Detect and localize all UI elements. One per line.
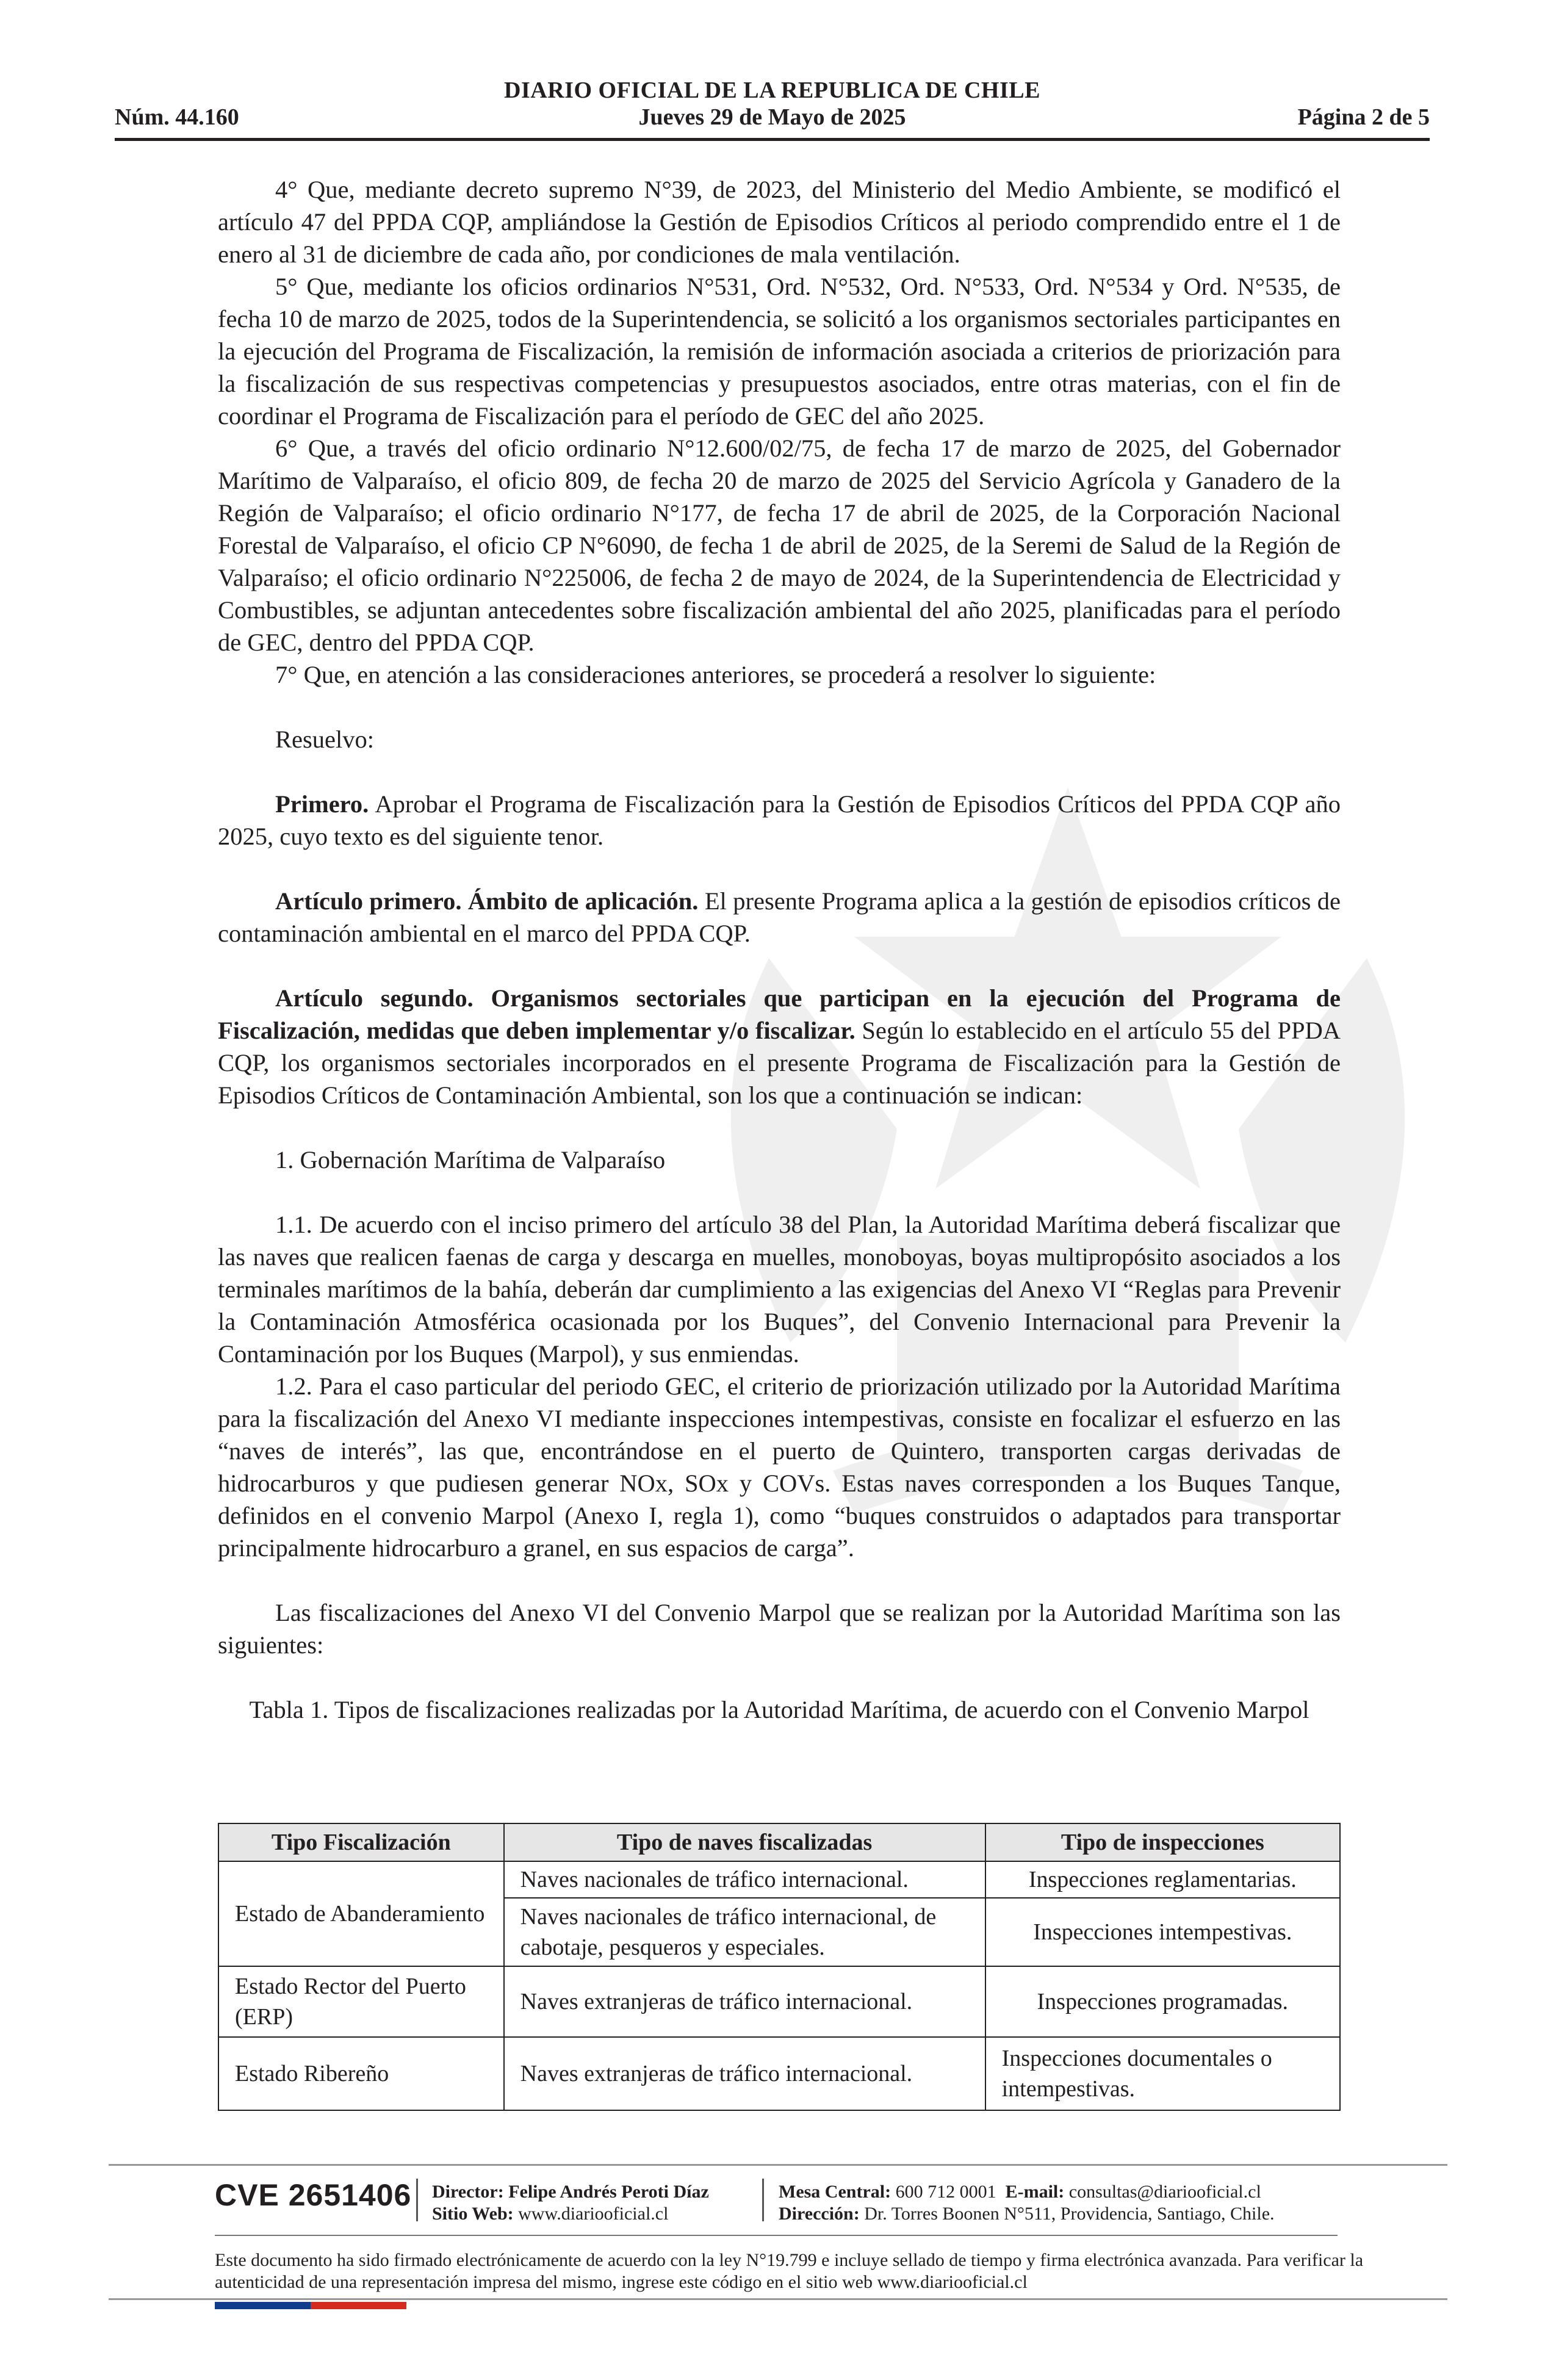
fiscalizaciones-table <box>218 1823 1341 2111</box>
table-header-row <box>218 1823 1340 1861</box>
footer-separator <box>762 2179 764 2221</box>
cve-code: CVE 2651406 <box>215 2178 412 2212</box>
flag-stripe-blue <box>215 2302 311 2309</box>
mesa-label: Mesa Central: <box>779 2182 891 2202</box>
flag-stripe-red <box>311 2302 406 2309</box>
table-row <box>218 1861 1340 1898</box>
paragraph-5: 5° Que, mediante los oficios ordinarios N°531, Ord. N°532, Ord. N°533, Ord. N°534 y Ord. N°535, de fecha 10 de marzo de 2025, todos de la Superintendencia, se solicitó a los organismos sectoriales participantes en la ejecución del Programa de Fiscalización, la remisión de información asociada a criterios de priorización para la fiscalización de sus respectivas competencias y presupuestos asociados, entre otras materias, con el fin de coordinar el Programa de Fiscalización para el período de GEC del año 2025. <box>218 273 1341 430</box>
column-header: Tipo de inspecciones <box>985 1823 1340 1861</box>
articulo-primero-text: El presente Programa aplica a la gestión de episodios críticos de contaminación ambiental en el marco del PPDA CQP. <box>218 887 1341 947</box>
page-header <box>115 74 1430 148</box>
footer-contact-block <box>779 2181 1275 2225</box>
table-cell: Estado Rector del Puerto (ERP) <box>218 1966 504 2037</box>
footer-divider-bottom <box>109 2298 1447 2300</box>
issue-date: Jueves 29 de Mayo de 2025 <box>638 104 906 130</box>
website-line <box>432 2203 709 2225</box>
articulo-primero-label: Artículo primero. Ámbito de aplicación. <box>275 887 699 915</box>
primero-text: Aprobar el Programa de Fiscalización para la Gestión de Episodios Críticos del PPDA CQP año 2025, cuyo texto es del siguiente tenor. <box>218 790 1341 850</box>
issue-number: Núm. 44.160 <box>115 104 239 130</box>
direccion-label: Dirección: <box>779 2204 860 2224</box>
email-link[interactable]: consultas@diariooficial.cl <box>1068 2182 1261 2202</box>
legal-notice: Este documento ha sido firmado electrónicamente de acuerdo con la ley N°19.799 e incluye sellado de tiempo y firma electrónica avanzada. Para verificar la autenticidad de una representación impresa del mismo, ingrese este código en el sitio web www.diariooficial.cl <box>215 2250 1364 2292</box>
articulo-segundo-label: Artículo segundo. Organismos sectoriales que participan en la ejecución del Programa de Fiscalización, medidas que deben implementar y/o fiscalizar. <box>218 984 1341 1044</box>
contact-line <box>779 2181 1275 2203</box>
paragraph-4: 4° Que, mediante decreto supremo N°39, de 2023, del Ministerio del Medio Ambiente, se modificó el artículo 47 del PPDA CQP, ampliándose la Gestión de Episodios Críticos al periodo comprendido entre el 1 de enero al 31 de diciembre de cada año, por condiciones de mala ventilación. <box>218 176 1341 268</box>
table-cell: Naves extranjeras de tráfico internacional. <box>504 2037 985 2110</box>
table-row <box>218 2037 1340 2110</box>
paragraph-primero <box>218 788 1341 853</box>
website-link[interactable]: www.diariooficial.cl <box>518 2204 669 2224</box>
paragraph-articulo-segundo <box>218 982 1341 1111</box>
director-name: Felipe Andrés Peroti Díaz <box>508 2182 709 2202</box>
paragraph-6: 6° Que, a través del oficio ordinario N°12.600/02/75, de fecha 17 de marzo de 2025, del Gobernador Marítimo de Valparaíso, el oficio 809, de fecha 20 de marzo de 2025 del Servicio Agrícola y Ganadero de la Región de Valparaíso; el oficio ordinario N°177, de fecha 17 de abril de 2025, de la Corporación Nacional Forestal de Valparaíso, el oficio CP N°6090, de fecha 1 de abril de 2025, de la Seremi de Salud de la Región de Valparaíso; el oficio ordinario N°225006, de fecha 2 de mayo de 2024, de la Superintendencia de Electricidad y Combustibles, se adjuntan antecedentes sobre fiscalización ambiental del año 2025, planificadas para el período de GEC, dentro del PPDA CQP. <box>218 435 1341 656</box>
primero-label: Primero. <box>275 790 369 818</box>
paragraph-articulo-primero <box>218 885 1341 950</box>
document-body <box>218 173 1341 1726</box>
footer-director-block <box>432 2181 709 2225</box>
header-divider <box>115 138 1430 141</box>
table-cell: Naves nacionales de tráfico internacional. <box>504 1861 985 1898</box>
column-header: Tipo de naves fiscalizadas <box>504 1823 985 1861</box>
footer-divider-top <box>109 2164 1447 2166</box>
item-1-heading: 1. Gobernación Marítima de Valparaíso <box>275 1146 666 1174</box>
table-cell: Estado de Abanderamiento <box>218 1861 504 1966</box>
paragraph-7: 7° Que, en atención a las consideraciones anteriores, se procederá a resolver lo siguiente: <box>275 661 1156 688</box>
table-cell: Inspecciones documentales o intempestivas. <box>985 2037 1340 2110</box>
director-line <box>432 2181 709 2203</box>
articulo-segundo-text: Según lo establecido en el artículo 55 del PPDA CQP, los organismos sectoriales incorporados en el presente Programa de Fiscalización para la Gestión de Episodios Críticos de Contaminación Ambiental, son los que a continuación se indican: <box>218 1017 1341 1109</box>
page-number: Página 2 de 5 <box>1297 104 1430 130</box>
table-caption: Tabla 1. Tipos de fiscalizaciones realizadas por la Autoridad Marítima, de acuerdo con el Convenio Marpol <box>249 1696 1309 1723</box>
item-1-1: 1.1. De acuerdo con el inciso primero del artículo 38 del Plan, la Autoridad Marítima deberá fiscalizar que las naves que realicen faenas de carga y descarga en muelles, monoboyas, boyas multipropósito asociados a los terminales marítimos de la bahía, deberán dar cumplimiento a las exigencias del Anexo VI “Reglas para Prevenir la Contaminación Atmosférica ocasionada por los Buques”, del Convenio Internacional para Prevenir la Contaminación por los Buques (Marpol), y sus enmiendas. <box>218 1211 1341 1368</box>
direccion-value: Dr. Torres Boonen N°511, Providencia, Santiago, Chile. <box>864 2204 1275 2224</box>
footer-separator <box>416 2179 418 2221</box>
email-label: E-mail: <box>1005 2182 1065 2202</box>
item-1-2: 1.2. Para el caso particular del periodo GEC, el criterio de priorización utilizado por la Autoridad Marítima para la fiscalización del Anexo VI mediante inspecciones intempestivas, consiste en focalizar el esfuerzo en las “naves de interés”, las que, encontrándose en el puerto de Quintero, transporten cargas derivadas de hidrocarburos y que pudiesen generar NOx, SOx y COVs. Estas naves corresponden a los Buques Tanque, definidos en el convenio Marpol (Anexo I, regla 1), como “buques construidos o adaptados para transportar principalmente hidrocarburo a granel, en sus espacios de carga”. <box>218 1372 1341 1562</box>
director-label: Director: <box>432 2182 504 2202</box>
website-label: Sitio Web: <box>432 2204 514 2224</box>
table-cell: Inspecciones reglamentarias. <box>985 1861 1340 1898</box>
table-row <box>218 1966 1340 2037</box>
footer-divider-middle <box>215 2235 1338 2236</box>
address-line <box>779 2203 1275 2225</box>
gazette-title: DIARIO OFICIAL DE LA REPUBLICA DE CHILE <box>504 78 1040 103</box>
mesa-value: 600 712 0001 <box>895 2182 996 2202</box>
column-header: Tipo Fiscalización <box>218 1823 504 1861</box>
table-cell: Naves extranjeras de tráfico internacional. <box>504 1966 985 2037</box>
resuelvo-heading: Resuelvo: <box>275 726 374 753</box>
table-cell: Naves nacionales de tráfico internacional, de cabotaje, pesqueros y especiales. <box>504 1898 985 1966</box>
table-cell: Estado Ribereño <box>218 2037 504 2110</box>
table-cell: Inspecciones programadas. <box>985 1966 1340 2037</box>
table-cell: Inspecciones intempestivas. <box>985 1898 1340 1966</box>
fiscalizaciones-intro: Las fiscalizaciones del Anexo VI del Convenio Marpol que se realizan por la Autoridad Marítima son las siguientes: <box>218 1599 1341 1659</box>
